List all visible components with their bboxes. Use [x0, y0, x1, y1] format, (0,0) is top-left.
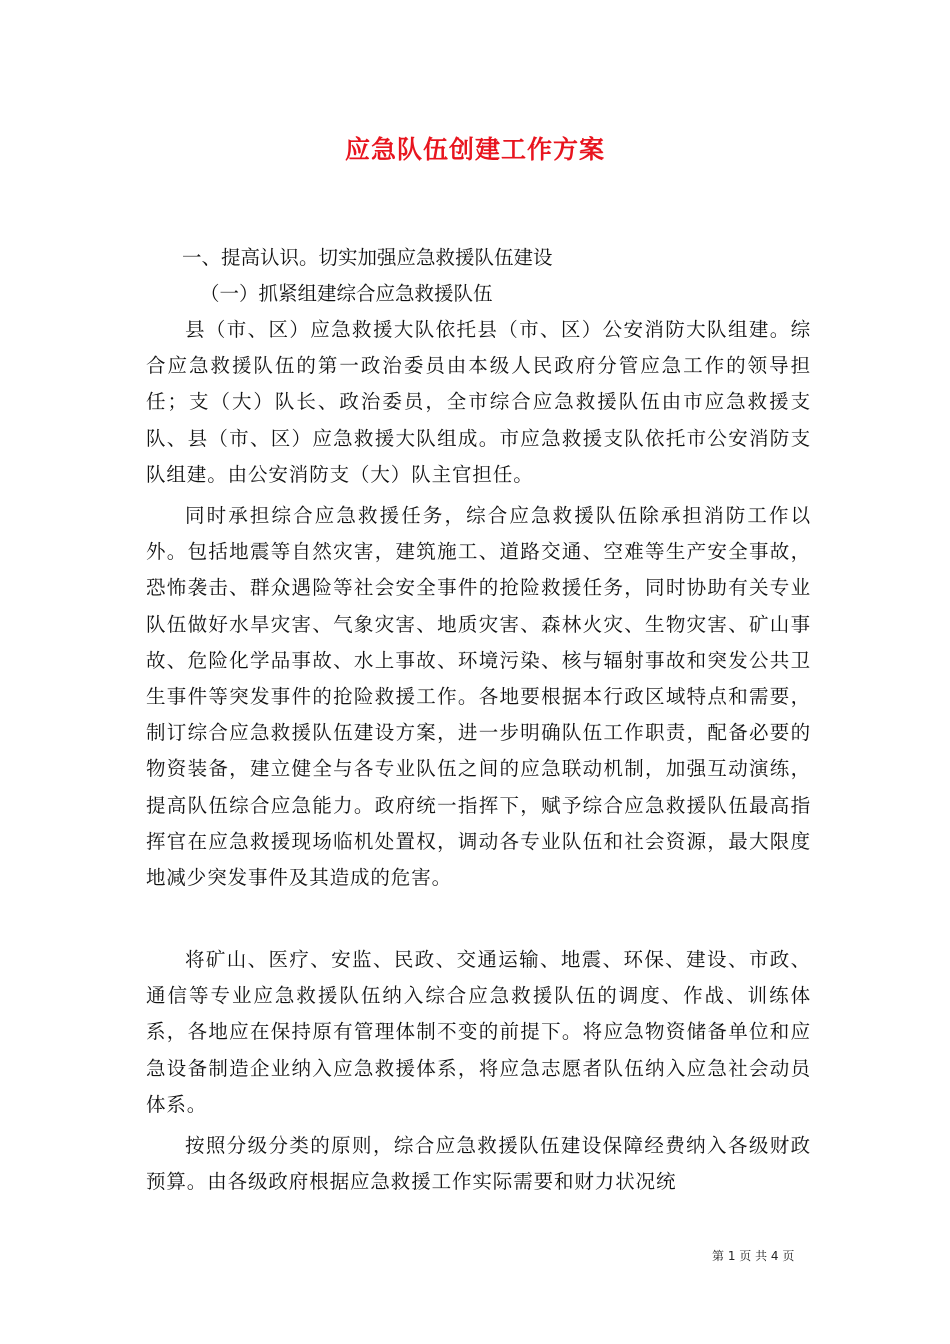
paragraph-2: 同时承担综合应急救援任务，综合应急救援队伍除承担消防工作以外。包括地震等自然灾害，建筑施工、道路交通、空难等生产安全事故，恐怖袭击、群众遇险等社会安全事件的抢险救援任务，同时协助有关专业队伍做好水旱灾害、气象灾害、地质灾害、森林火灾、生物灾害、矿山事故、危险化学品事故、水上事故、环境污染、核与辐射事故和突发公共卫生事件等突发事件的抢险救援工作。各地要根据本行政区域特点和需要，制订综合应急救援队伍建设方案，进一步明确队伍工作职责，配备必要的物资装备，建立健全与各专业队伍之间的应急联动机制，加强互动演练，提高队伍综合应急能力。政府统一指挥下，赋予综合应急救援队伍最高指挥官在应急救援现场临机处置权，调动各专业队伍和社会资源，最大限度地减少突发事件及其造成的危害。	[146, 504, 811, 890]
subsection-heading: （一）抓紧组建综合应急救援队伍	[200, 282, 493, 305]
document-title: 应急队伍创建工作方案	[344, 135, 605, 164]
paragraph-3: 将矿山、医疗、安监、民政、交通运输、地震、环保、建设、市政、通信等专业应急救援队伍纳入综合应急救援队伍的调度、作战、训练体系，各地应在保持原有管理体制不变的前提下。将应急物资储备单位和应急设备制造企业纳入应急救援体系，将应急志愿者队伍纳入应急社会动员体系。	[146, 948, 811, 1116]
paragraph-1: 县（市、区）应急救援大队依托县（市、区）公安消防大队组建。综合应急救援队伍的第一政治委员由本级人民政府分管应急工作的领导担任；支（大）队长、政治委员，全市综合应急救援队伍由市应急救援支队、县（市、区）应急救援大队组成。市应急救援支队依托市公安消防支队组建。由公安消防支（大）队主官担任。	[146, 318, 811, 486]
paragraph-4: 按照分级分类的原则，综合应急救援队伍建设保障经费纳入各级财政预算。由各级政府根据应急救援工作实际需要和财力状况统	[146, 1134, 811, 1194]
page-footer: 第 1 页 共 4 页	[712, 1249, 795, 1263]
section-heading: 一、提高认识。切实加强应急救援队伍建设	[182, 246, 553, 269]
